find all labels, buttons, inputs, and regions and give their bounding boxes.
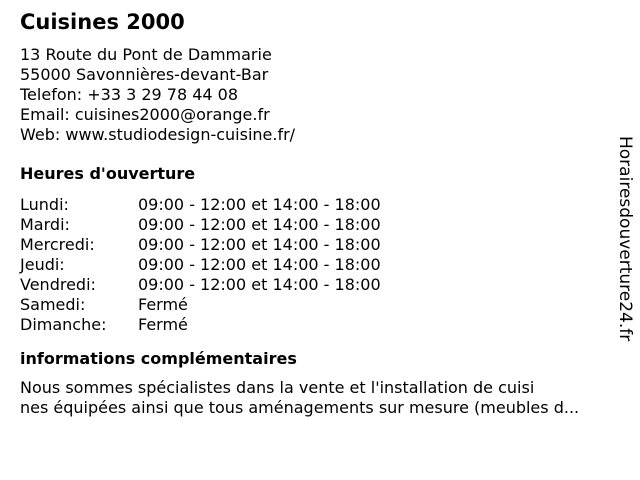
day-label: Jeudi: [20, 255, 65, 274]
business-card [20, 8, 620, 418]
hours-row-wednesday [20, 235, 620, 255]
hours-row-sunday [20, 315, 620, 335]
phone-line: Telefon: +33 3 29 78 44 08 [20, 85, 239, 104]
contact-block [20, 45, 620, 145]
day-label: Mardi: [20, 215, 70, 234]
day-hours: 09:00 - 12:00 et 14:00 - 18:00 [138, 275, 381, 294]
hours-heading: Heures d'ouverture [20, 164, 196, 183]
hours-table [20, 195, 620, 335]
address-line-2: 55000 Savonnières-devant-Bar [20, 65, 269, 84]
web-line: Web: www.studiodesign-cuisine.fr/ [20, 125, 296, 144]
address-line-1: 13 Route du Pont de Dammarie [20, 45, 272, 64]
info-description-line-2: nes équipées ainsi que tous aménagements sur mesure (meubles d... [20, 398, 580, 417]
hours-row-thursday [20, 255, 620, 275]
hours-row-friday [20, 275, 620, 295]
day-hours: 09:00 - 12:00 et 14:00 - 18:00 [138, 255, 381, 274]
hours-row-monday [20, 195, 620, 215]
day-label: Dimanche: [20, 315, 107, 334]
info-description [20, 378, 630, 418]
info-description-line-1: Nous sommes spécialistes dans la vente et l'installation de cuisi [20, 378, 535, 397]
day-label: Vendredi: [20, 275, 96, 294]
day-hours: Fermé [138, 295, 188, 314]
business-name: Cuisines 2000 [20, 10, 185, 34]
day-label: Lundi: [20, 195, 69, 214]
site-watermark: Horairesdouverture24.fr [615, 136, 635, 342]
info-heading: informations complémentaires [20, 349, 297, 368]
hours-row-saturday [20, 295, 620, 315]
day-hours: 09:00 - 12:00 et 14:00 - 18:00 [138, 215, 381, 234]
day-hours: 09:00 - 12:00 et 14:00 - 18:00 [138, 235, 381, 254]
email-line: Email: cuisines2000@orange.fr [20, 105, 270, 124]
hours-row-tuesday [20, 215, 620, 235]
day-label: Mercredi: [20, 235, 95, 254]
day-hours: Fermé [138, 315, 188, 334]
day-hours: 09:00 - 12:00 et 14:00 - 18:00 [138, 195, 381, 214]
day-label: Samedi: [20, 295, 86, 314]
